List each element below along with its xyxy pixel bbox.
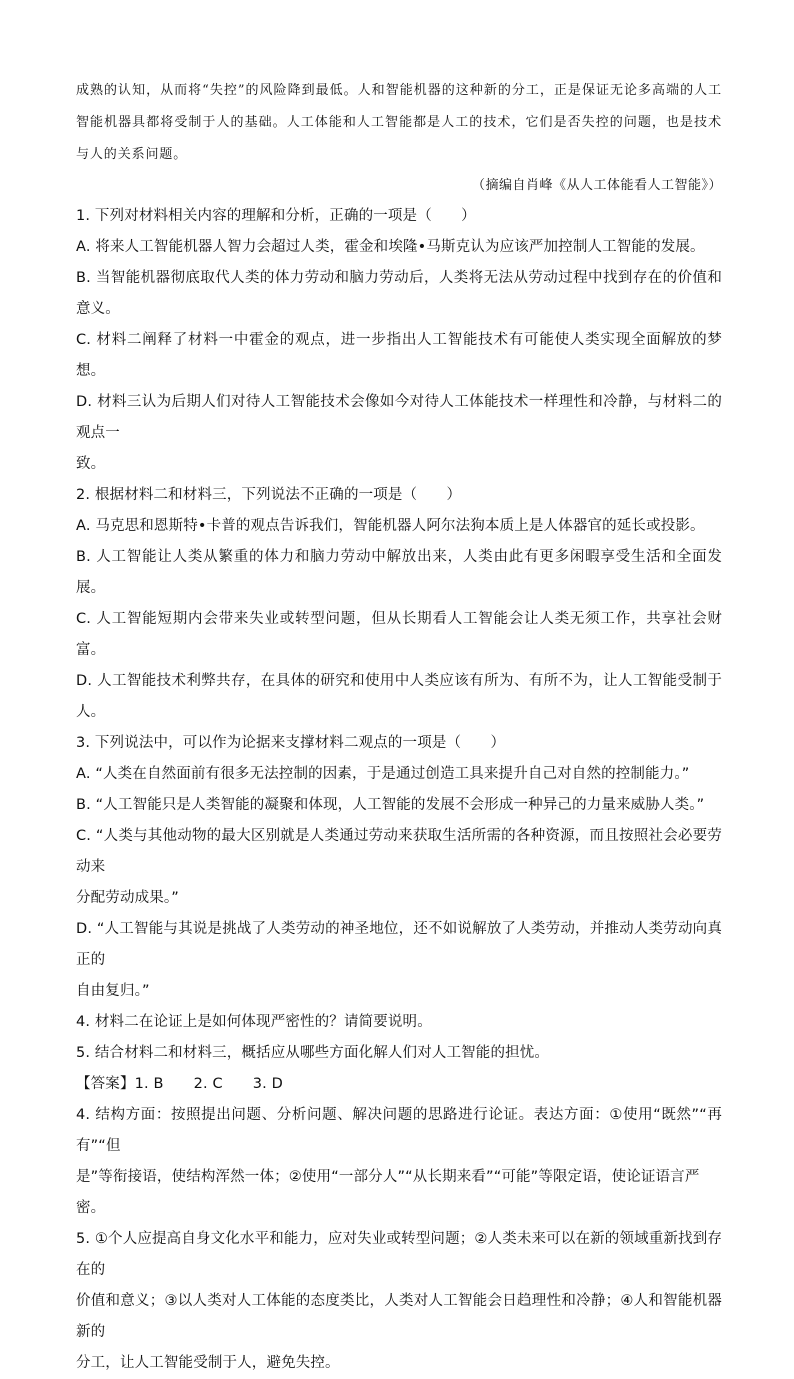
answer-5-line-1: 5. ①个人应提高自身文化水平和能力，应对失业或转型问题；②人类未来可以在新的领域重新找到存在的 — [76, 1231, 722, 1278]
passage-text: 成熟的认知，从而将“失控”的风险降到最低。人和智能机器的这种新的分工，正是保证无论多高端的人工智能机器具都将受制于人的基础。人工体能和人工智能都是人工的技术，它们是否失控的问题，也是技术与人的关系问题。 — [76, 83, 722, 162]
question-3-stem: 3. 下列说法中，可以作为论据来支撑材料二观点的一项是（ ） — [76, 735, 506, 751]
question-2-option-a: A. 马克思和恩斯特•卡普的观点告诉我们，智能机器人阿尔法狗本质上是人体器官的延长或投影。 — [76, 518, 705, 534]
answer-3: 3. D — [252, 1076, 283, 1092]
question-3-option-a: A. “人类在自然面前有很多无法控制的因素，于是通过创造工具来提升自己对自然的控制能力。” — [76, 766, 690, 782]
answer-5-line-2: 价值和意义；③以人类对人工体能的态度类比，人类对人工智能会日趋理性和冷静；④人和智能机器新的 — [76, 1293, 722, 1340]
answer-5 — [76, 1224, 722, 1379]
answer-1: 1. B — [134, 1076, 164, 1092]
question-2-option-c: C. 人工智能短期内会带来失业或转型问题，但从长期看人工智能会让人类无须工作，共享社会财富。 — [76, 611, 722, 658]
question-3 — [76, 728, 722, 1007]
question-3-option-c-cont: 分配劳动成果。” — [76, 890, 179, 906]
question-3-option-c: C. “人类与其他动物的最大区别就是人类通过劳动来获取生活所需的各种资源，而且按照社会必要劳动来 — [76, 828, 722, 875]
answer-4-line-3: 密。 — [76, 1200, 106, 1216]
question-1-option-d-cont: 致。 — [76, 456, 106, 472]
answer-5-line-3: 分工，让人工智能受制于人，避免失控。 — [76, 1355, 340, 1371]
answer-tag: 【答案】 — [76, 1076, 135, 1092]
question-3-option-d: D. “人工智能与其说是挑战了人类劳动的神圣地位，还不如说解放了人类劳动，并推动人类劳动向真正的 — [76, 921, 722, 968]
question-2-option-d: D. 人工智能技术利弊共存，在具体的研究和使用中人类应该有所为、有所不为，让人工智能受制于人。 — [76, 673, 722, 720]
question-5-stem: 5. 结合材料二和材料三，概括应从哪些方面化解人们对人工智能的担忧。 — [76, 1045, 550, 1061]
question-1 — [76, 201, 722, 480]
question-1-option-c: C. 材料二阐释了材料一中霍金的观点，进一步指出人工智能技术有可能使人类实现全面解放的梦想。 — [76, 332, 722, 379]
answer-4-line-1: 4. 结构方面：按照提出问题、分析问题、解决问题的思路进行论证。表达方面：①使用“既然”“再有”“但 — [76, 1107, 722, 1154]
question-3-option-b: B. “人工智能只是人类智能的凝聚和体现，人工智能的发展不会形成一种异己的力量来威胁人类。” — [76, 797, 705, 813]
question-3-option-d-cont: 自由复归。” — [76, 983, 150, 999]
source-citation: （摘编自肖峰《从人工体能看人工智能》） — [471, 178, 722, 193]
question-2-stem: 2. 根据材料二和材料三，下列说法不正确的一项是（ ） — [76, 487, 462, 503]
question-1-option-d: D. 材料三认为后期人们对待人工智能技术会像如今对待人工体能技术一样理性和冷静，与材料二的观点一 — [76, 394, 722, 441]
question-2 — [76, 480, 722, 728]
answer-4 — [76, 1100, 722, 1224]
answer-4-line-2: 是”等衔接语，使结构浑然一体；②使用“一部分人”“从长期来看”“可能”等限定语，使论证语言严 — [76, 1169, 700, 1185]
question-1-option-a: A. 将来人工智能机器人智力会超过人类，霍金和埃隆•马斯克认为应该严加控制人工智能的发展。 — [76, 239, 705, 255]
question-2-option-b: B. 人工智能让人类从繁重的体力和脑力劳动中解放出来，人类由此有更多闲暇享受生活和全面发展。 — [76, 549, 722, 596]
answer-line — [76, 1069, 722, 1100]
question-1-stem: 1. 下列对材料相关内容的理解和分析，正确的一项是（ ） — [76, 208, 476, 224]
question-4-stem: 4. 材料二在论证上是如何体现严密性的？请简要说明。 — [76, 1014, 432, 1030]
answer-2: 2. C — [193, 1076, 223, 1092]
question-1-option-b: B. 当智能机器彻底取代人类的体力劳动和脑力劳动后，人类将无法从劳动过程中找到存在的价值和意义。 — [76, 270, 722, 317]
